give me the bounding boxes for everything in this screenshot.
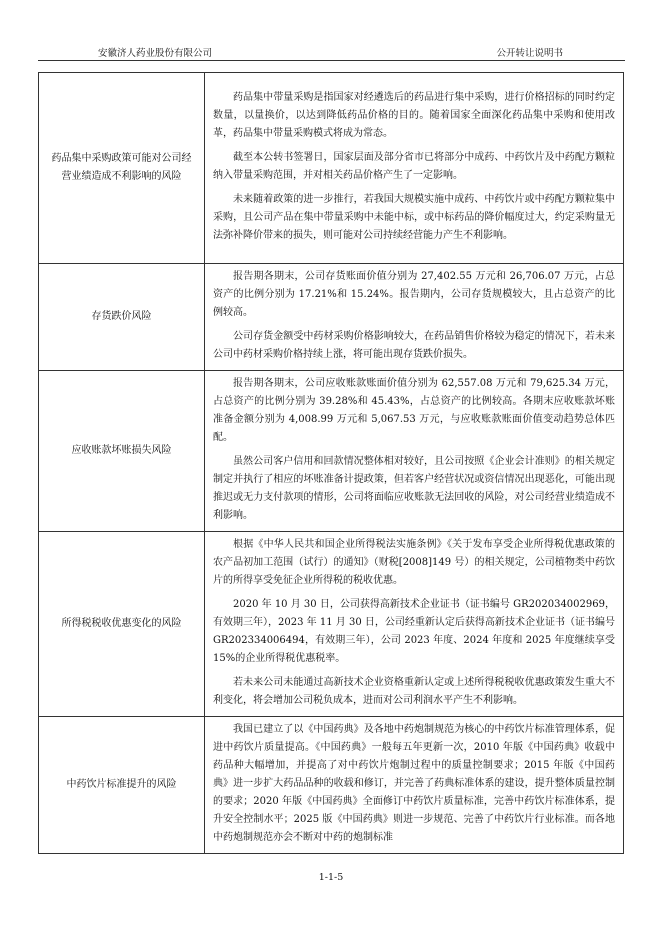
risk-name: 所得税税收优惠变化的风险 xyxy=(39,532,205,717)
risk-name: 药品集中采购政策可能对公司经营业绩造成不利影响的风险 xyxy=(39,73,205,264)
risk-paragraph: 未来随着政策的进一步推行，若我国大规模实施中成药、中药饮片或中药配方颗粒集中采购，且公司产品在集中带量采购中未能中标，或中标药品的降价幅度过大，约定采购量无法弥补降价带来的损失，则可能对公司持续经营能力产生不利影响。 xyxy=(213,194,615,241)
page-number: 1-1-5 xyxy=(318,872,344,883)
page-header xyxy=(38,40,625,61)
risk-paragraph: 截至本公转书签署日，国家层面及部分省市已将部分中成药、中药饮片及中药配方颗粒纳入带量采购范围，并对相关药品价格产生了一定影响。 xyxy=(213,152,615,181)
risk-paragraph: 若未来公司未能通过高新技术企业资格重新认定或上述所得税税收优惠政策发生重大不利变化，将会增加公司税负成本，进而对公司利润水平产生不利影响。 xyxy=(213,677,615,706)
risk-description xyxy=(205,717,624,854)
risk-paragraph: 根据《中华人民共和国企业所得税法实施条例》《关于发布享受企业所得税优惠政策的农产品初加工范围（试行）的通知》（财税[2008]149 号）的相关规定，公司植物类中药饮片的所得享受免征企业所得税的税收优惠。 xyxy=(213,539,615,586)
risk-row xyxy=(39,717,624,854)
risk-paragraph: 虽然公司客户信用和回款情况整体相对较好，且公司按照《企业会计准则》的相关规定制定并执行了相应的坏账准备计提政策，但若客户经营状况或资信情况出现恶化，可能出现推迟或无力支付款项的情形，公司将面临应收账款无法回收的风险，对公司经营业绩造成不利影响。 xyxy=(213,456,615,521)
risk-description xyxy=(205,371,624,532)
risk-name: 应收账款坏账损失风险 xyxy=(39,371,205,532)
risk-paragraph: 报告期各期末，公司存货账面价值分别为 27,402.55 万元和 26,706.07 万元，占总资产的比例分别为 17.21%和 15.24%。报告期内，公司存货规模较大，且占总资产的比例较高。 xyxy=(213,271,615,318)
document-title: 公开转让说明书 xyxy=(496,48,563,59)
risk-row xyxy=(39,371,624,532)
risk-row xyxy=(39,532,624,717)
risk-description xyxy=(205,264,624,371)
risk-paragraph: 药品集中带量采购是指国家对经遴选后的药品进行集中采购，进行价格招标的同时约定数量，以量换价，以达到降低药品价格的目的。随着国家全面深化药品集中采购和使用改革，药品集中带量采购模式将成为常态。 xyxy=(213,92,615,139)
risk-table xyxy=(38,72,624,854)
risk-row xyxy=(39,264,624,371)
risk-paragraph: 我国已建立了以《中国药典》及各地中药炮制规范为核心的中药饮片标准管理体系，促进中药饮片质量提高。《中国药典》一般每五年更新一次，2010 年版《中国药典》收载中药品种大幅增加，并提高了对中药饮片炮制过程中的质量控制要求；2015 年版《中国药典》进一步扩大药品品种的收载和修订，并完善了药典标准体系的建设，提升整体质量控制的要求；2020 年版《中国药典》全面修订中药饮片质量标准，完善中药饮片标准体系，提升安全控制水平；2025 版《中国药典》则进一步规范、完善了中药饮片行业标准。而各地中药炮制规范亦会不断对中药的炮制标准 xyxy=(213,724,615,843)
risk-name: 中药饮片标准提升的风险 xyxy=(39,717,205,854)
risk-description xyxy=(205,532,624,717)
risk-name: 存货跌价风险 xyxy=(39,264,205,371)
company-name: 安徽济人药业股份有限公司 xyxy=(98,48,213,59)
risk-row xyxy=(39,73,624,264)
risk-paragraph: 报告期各期末，公司应收账款账面价值分别为 62,557.08 万元和 79,625.34 万元，占总资产的比例分别为 39.28%和 45.43%，占总资产的比例较高。各期末应收账款坏账准备金额分别为 4,008.99 万元和 5,067.53 万元，与应收账款账面价值变动趋势总体匹配。 xyxy=(213,378,615,443)
risk-paragraph: 2020 年 10 月 30 日，公司获得高新技术企业证书（证书编号 GR202034002969，有效期三年），2023 年 11 月 30 日，公司经重新认定后获得高新技术企业证书（证书编号 GR202334006494，有效期三年），公司 2023 年度、2024 年度和 2025 年度继续享受 15%的企业所得税优惠税率。 xyxy=(213,599,615,664)
risk-paragraph: 公司存货金额受中药材采购价格影响较大，在药品销售价格较为稳定的情况下，若未来公司中药材采购价格持续上涨，将可能出现存货跌价损失。 xyxy=(213,331,615,360)
risk-description xyxy=(205,73,624,264)
